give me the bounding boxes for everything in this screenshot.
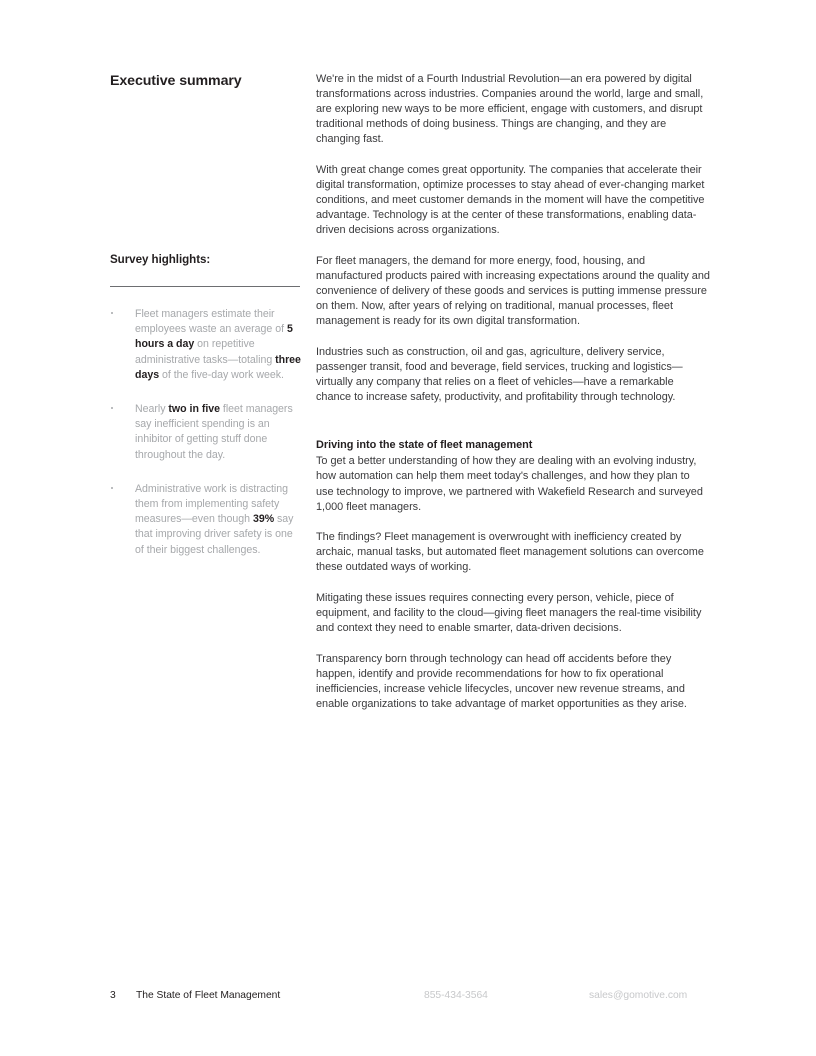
survey-highlight-item [110,402,302,463]
highlight-emphasis: three days [135,353,301,381]
highlight-text: Nearly [135,403,169,416]
page-title: Executive summary [110,73,242,89]
footer-phone-number[interactable]: 855-434-3564 [424,990,488,1001]
survey-highlights-list [110,307,302,558]
bullet-dot-icon [111,407,113,409]
body-paragraph: With great change comes great opportunity. The companies that accelerate their digital transformation, optimize processes to stay ahead of ever-changing market conditions, and meet customer demands in the moment will have the competitive advantage. Technology is at the center of these transformations, enabling data-driven decisions across organizations. [316,163,705,237]
bullet-dot-icon [111,312,113,314]
sidebar [110,72,302,90]
highlight-text: of the five-day work week. [159,368,284,381]
body-paragraph: Mitigating these issues requires connecting every person, vehicle, piece of equipment, and facility to the cloud—giving fleet managers the real-time visibility and context they need to enable smarter, data-driven decisions. [316,592,702,635]
page-footer [110,988,710,1004]
body-paragraph: To get a better understanding of how they are dealing with an evolving industry, how automation can help them meet today's challenges, and how they plan to use technology to improve, we partnered with Wakefield Research and surveyed 1,000 fleet managers. [316,455,703,513]
footer-email-address[interactable]: sales@gomotive.com [589,990,688,1001]
survey-highlight-item [110,482,302,558]
highlight-text: Administrative work is distracting them from implementing safety measures—even though [135,482,288,526]
body-paragraph: Transparency born through technology can head off accidents before they happen, identify and provide recommendations for how to fix operational inefficiencies, increase vehicle lifecycles, uncover new revenue streams, and enable organizations to take advantage of market opportunities as they arise. [316,652,687,711]
body-paragraph: We're in the midst of a Fourth Industrial Revolution—an era powered by digital transformations across industries. Companies around the world, large and small, are exploring new ways to be more efficient, engage with customers, and disrupt traditional methods of doing business. Things are changing, and they are changing fast. [316,73,704,146]
body-paragraph: The findings? Fleet management is overwrought with inefficiency created by archaic, manual tasks, but automated fleet management solutions can overcome these outdated ways of working. [316,531,704,574]
highlight-text: on repetitive administrative tasks—totaling [135,338,276,366]
section-spacer [316,405,710,438]
footer-page-number: 3 [110,990,116,1001]
body-paragraph: For fleet managers, the demand for more energy, food, housing, and manufactured products paired with increasing expectations around the quality and convenience of delivery of these goods and services is putting immense pressure on them. Now, after years of relying on traditional, manual processes, fleet management is ready for its own digital transformation. [316,254,710,328]
section-paragraphs [316,454,710,712]
survey-highlight-item [110,307,302,383]
highlight-emphasis: two in five [168,403,220,416]
survey-highlights-block [110,252,302,577]
highlight-emphasis: 5 hours a day [135,323,293,351]
body-paragraph: Industries such as construction, oil and gas, agriculture, delivery service, passenger transit, food and beverage, field services, trucking and logistics—virtually any company that relies on a fleet of vehicles—have a remarkable chance to increase safety, productivity, and profitability through technology. [316,345,683,404]
bullet-dot-icon [111,487,113,489]
intro-paragraphs [316,72,710,405]
footer-document-title: The State of Fleet Management [136,990,281,1001]
survey-highlights-heading: Survey highlights: [110,253,211,266]
main-content [316,72,710,712]
highlight-text: Fleet managers estimate their employees waste an average of [135,308,287,336]
highlight-text: fleet managers say inefficient spending is an inhibitor of getting stuff done throughout the day. [135,403,293,461]
highlight-text: say that improving driver safety is one of their biggest challenges. [135,513,294,556]
highlight-emphasis: 39% [252,513,275,526]
section-divider [110,286,300,287]
section-heading: Driving into the state of fleet management [316,439,533,452]
